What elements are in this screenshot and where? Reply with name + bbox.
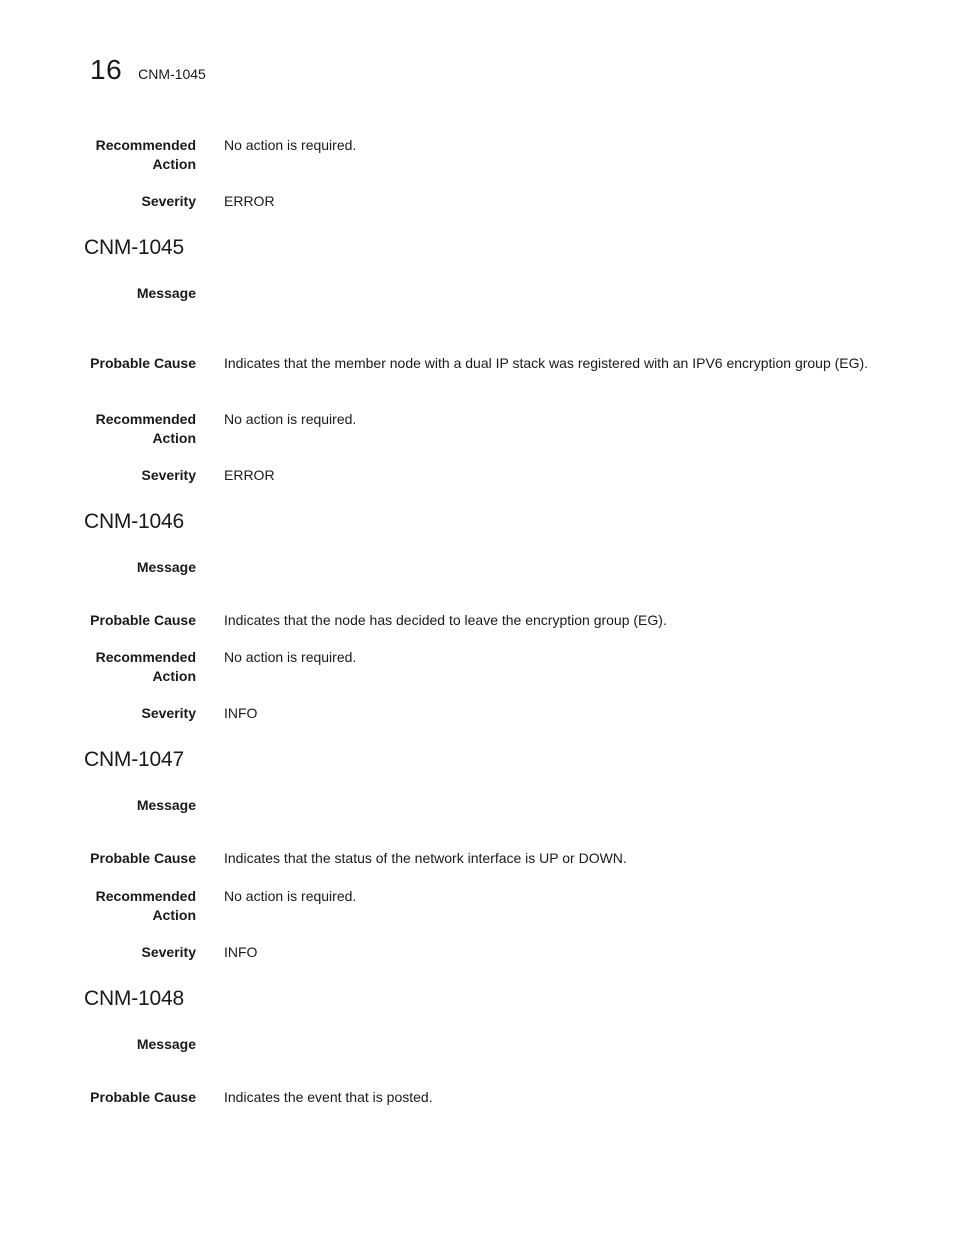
- probable-cause-label: Probable Cause: [90, 1089, 196, 1105]
- severity-value: ERROR: [224, 467, 275, 483]
- page-header: [90, 54, 206, 90]
- recommended-action-value: No action is required.: [224, 137, 357, 153]
- severity-value: INFO: [224, 705, 258, 721]
- severity-label: Severity: [141, 467, 196, 483]
- recommended-action-value: No action is required.: [224, 411, 357, 427]
- recommended-action-value: No action is required.: [224, 649, 357, 665]
- probable-cause-label: Probable Cause: [90, 612, 196, 628]
- section-heading-cnm-1048: CNM-1048: [84, 987, 184, 1010]
- message-label: Message: [136, 797, 196, 813]
- message-label: Message: [136, 285, 196, 301]
- probable-cause-label: Probable Cause: [90, 850, 196, 866]
- probable-cause-value: Indicates that the status of the network interface is UP or DOWN.: [224, 850, 627, 866]
- probable-cause-value: Indicates the event that is posted.: [224, 1089, 433, 1105]
- running-title: CNM-1045: [138, 66, 206, 82]
- probable-cause-value: Indicates that the member node with a dual IP stack was registered with an IPV6 encryption group (EG).: [224, 355, 869, 371]
- recommended-action-label: Recommended Action: [95, 649, 196, 684]
- recommended-action-label: Recommended Action: [95, 411, 196, 446]
- severity-value: INFO: [224, 944, 258, 960]
- severity-label: Severity: [141, 944, 196, 960]
- severity-label: Severity: [141, 193, 196, 209]
- message-label: Message: [136, 1036, 196, 1052]
- probable-cause-value: Indicates that the node has decided to leave the encryption group (EG).: [224, 612, 667, 628]
- message-label: Message: [136, 559, 196, 575]
- recommended-action-label: Recommended Action: [95, 137, 196, 172]
- recommended-action-label: Recommended Action: [95, 888, 196, 923]
- section-heading-cnm-1045: CNM-1045: [84, 236, 184, 259]
- chapter-number: 16: [90, 54, 123, 85]
- severity-label: Severity: [141, 705, 196, 721]
- section-heading-cnm-1047: CNM-1047: [84, 748, 184, 771]
- section-heading-cnm-1046: CNM-1046: [84, 510, 184, 533]
- recommended-action-value: No action is required.: [224, 888, 357, 904]
- severity-value: ERROR: [224, 193, 275, 209]
- probable-cause-label: Probable Cause: [90, 355, 196, 371]
